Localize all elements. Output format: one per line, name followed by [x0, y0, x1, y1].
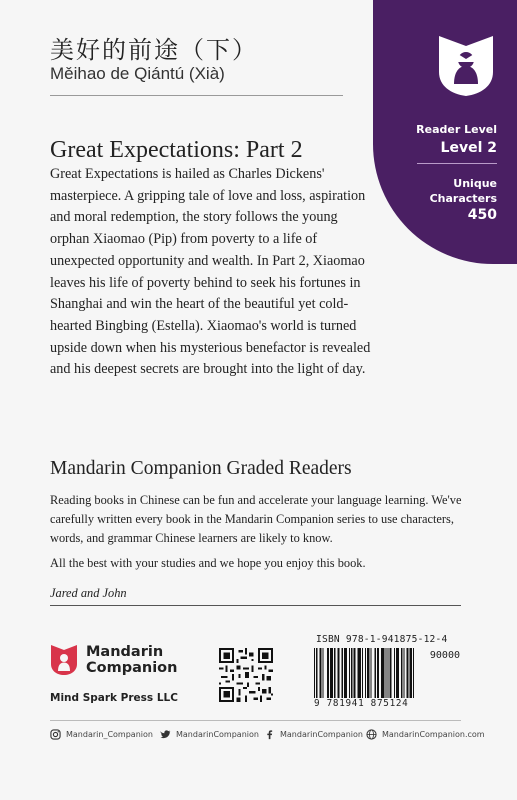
barcode-bar	[381, 648, 382, 698]
barcode-bar	[362, 648, 363, 698]
social-website	[366, 729, 485, 743]
book-title: Great Expectations: Part 2	[50, 137, 303, 163]
twitter-icon	[160, 729, 171, 740]
social-instagram	[50, 729, 153, 743]
isbn-number: ISBN 978-1-941875-12-4	[316, 634, 448, 645]
barcode-bar	[378, 648, 379, 698]
brand-name-line-2: Companion	[86, 660, 178, 676]
reader-level-panel	[373, 0, 517, 264]
barcode-bar	[349, 648, 350, 698]
title-divider	[50, 95, 343, 96]
series-paragraph-2: All the best with your studies and we hope you enjoy this book.	[50, 556, 366, 570]
publisher-name: Mind Spark Press LLC	[50, 692, 178, 704]
barcode-bar	[314, 648, 315, 698]
barcode-bar	[398, 648, 399, 698]
chinese-title: 美好的前途（下）	[50, 36, 258, 64]
book-description: Great Expectations is hailed as Charles Dickens' masterpiece. A gripping tale of love and loss, aspiration and moral redemption, the story follows the young orphan Xiaomao (Pip) from poverty to a life of unexpected opportunity and wealth. In Part 2, Xiaomao leaves his life of poverty behind to seek his fortunes in Shanghai and win the heart of the beautiful yet cold-hearted Bingbing (Estella). Xiaomao's world is turned upside down when his mysterious benefactor is revealed and his deepest secrets are brought into the light of day.	[50, 166, 371, 378]
brand-logo	[50, 644, 190, 678]
barcode-bar	[367, 648, 368, 698]
barcode-bar	[407, 648, 408, 698]
authors-signature: Jared and John	[50, 586, 127, 600]
reader-level-label: Reader Level	[416, 123, 497, 136]
series-title: Mandarin Companion Graded Readers	[50, 458, 352, 479]
unique-label-line-2: Characters	[429, 192, 497, 205]
qr-code-icon	[219, 648, 273, 702]
barcode-bar	[359, 648, 360, 698]
barcode-bar	[390, 648, 391, 698]
social-facebook	[264, 729, 363, 743]
barcode-bar	[337, 648, 338, 698]
price-code: 90000	[429, 650, 460, 661]
barcode-bar	[391, 648, 392, 698]
barcode-bar	[332, 648, 333, 698]
mandarin-companion-logo-icon	[435, 32, 497, 98]
instagram-handle: Mandarin_Companion	[66, 730, 153, 739]
barcode-bar	[401, 648, 402, 698]
brand-mark-icon	[50, 644, 78, 676]
facebook-icon	[264, 729, 275, 740]
pinyin-title: Měihao de Qiántú (Xià)	[50, 64, 225, 83]
barcode-bar	[411, 648, 412, 698]
barcode-bar	[320, 648, 321, 698]
barcode-digits: 9 781941 875124	[314, 698, 409, 709]
series-divider	[50, 605, 461, 606]
barcode-bar	[370, 648, 371, 698]
barcode-bar	[375, 648, 376, 698]
instagram-icon	[50, 729, 61, 740]
globe-icon	[366, 729, 377, 740]
isbn-barcode	[314, 634, 462, 712]
barcode-bar	[327, 648, 328, 698]
brand-name	[86, 644, 177, 676]
barcode-bar	[385, 648, 386, 698]
website-handle: MandarinCompanion.com	[382, 730, 485, 739]
unique-characters-label	[430, 176, 497, 206]
barcode-bar	[328, 648, 329, 698]
barcode-bar	[342, 648, 343, 698]
unique-label-line-1: Unique	[453, 177, 497, 190]
panel-divider	[417, 163, 497, 164]
barcode-bar	[403, 648, 404, 698]
barcode-bar	[387, 648, 388, 698]
barcode-bar	[346, 648, 347, 698]
footer-divider	[50, 720, 461, 721]
barcode-bar	[334, 648, 335, 698]
barcode-bar	[410, 648, 411, 698]
unique-characters-value: 450	[467, 207, 497, 223]
brand-name-line-1: Mandarin	[86, 644, 164, 660]
barcode-bar	[365, 648, 366, 698]
barcode-bar	[360, 648, 361, 698]
barcode-bar	[353, 648, 354, 698]
barcode-bar	[331, 648, 332, 698]
barcode-bar	[319, 648, 320, 698]
barcode-bar	[354, 648, 355, 698]
barcode-bar	[413, 648, 414, 698]
barcode-bar	[382, 648, 383, 698]
barcode-bar	[368, 648, 369, 698]
reader-level-value: Level 2	[440, 140, 497, 156]
barcode-bar	[396, 648, 397, 698]
barcode-bar	[383, 648, 384, 698]
barcode-bar	[408, 648, 409, 698]
twitter-handle: MandarinCompanion	[176, 730, 259, 739]
barcode-bar	[316, 648, 317, 698]
series-paragraph-1: Reading books in Chinese can be fun and accelerate your language learning. We've carefully written every book in the Mandarin Companion series to use characters, words, and grammar Chinese learners are likely to know.	[50, 493, 462, 545]
barcode-bar	[377, 648, 378, 698]
barcode-icon	[314, 648, 462, 698]
barcode-bar	[397, 648, 398, 698]
barcode-bar	[394, 648, 395, 698]
barcode-bar	[330, 648, 331, 698]
barcode-bar	[344, 648, 345, 698]
barcode-bar	[338, 648, 339, 698]
social-twitter	[160, 729, 259, 743]
barcode-bar	[323, 648, 324, 698]
barcode-bar	[358, 648, 359, 698]
barcode-bar	[345, 648, 346, 698]
facebook-handle: MandarinCompanion	[280, 730, 363, 739]
barcode-bar	[351, 648, 352, 698]
